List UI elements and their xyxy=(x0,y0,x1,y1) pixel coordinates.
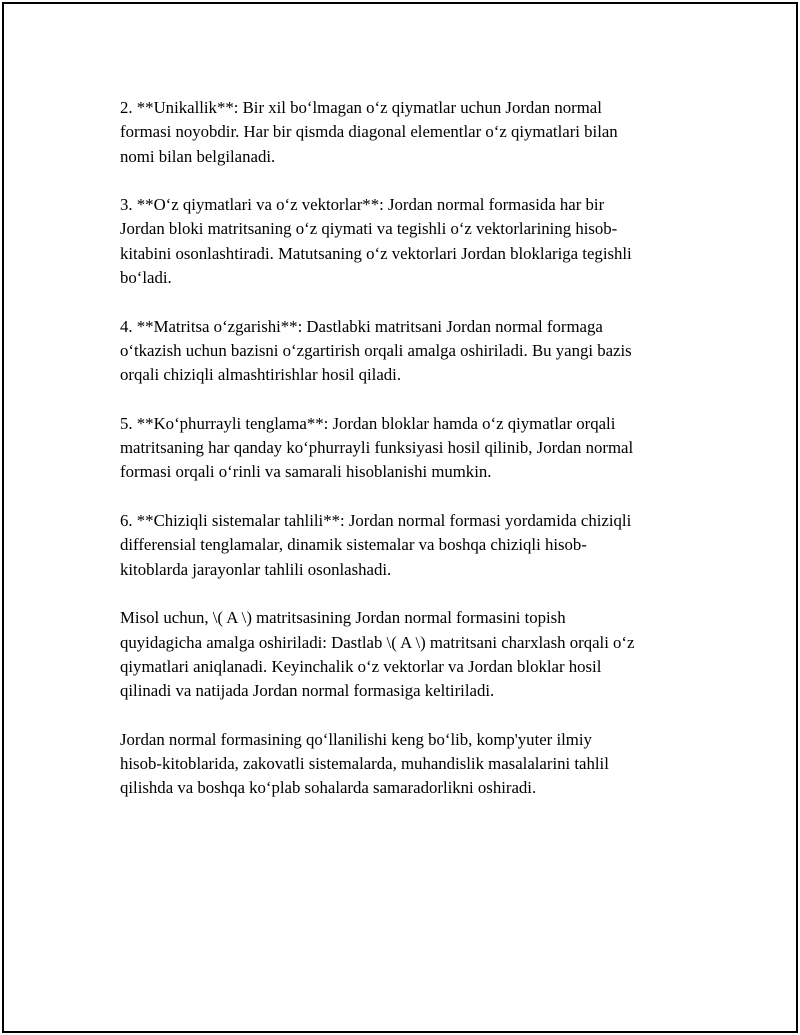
page-frame xyxy=(2,2,798,1033)
paragraph-matritsa-ozgarishi: 4. **Matritsa o‘zgarishi**: Dastlabki matritsani Jordan normal formaga o‘tkazish uchun bazisni o‘zgartirish orqali amalga oshiriladi. Bu yangi bazis orqali chiziqli almashtirishlar hosil qiladi. xyxy=(120,316,632,385)
paragraph-kophurrayli-tenglama: 5. **Ko‘phurrayli tenglama**: Jordan bloklar hamda o‘z qiymatlar orqali matritsaning har qanday ko‘phurrayli funksiyasi hosil qilinib, Jordan normal formasi orqali o‘rinli va samarali hisoblanishi mumkin. xyxy=(120,413,634,482)
paragraph-misol: Misol uchun, \( A \) matritsasining Jordan normal formasini topish quyidagicha amalga oshiriladi: Dastlab \( A \) matritsani charxlash orqali o‘z qiymatlari aniqlanadi. Keyinchalik o‘z vektorlar va Jordan bloklar hosil qilinadi va natijada Jordan normal formasiga keltiriladi. xyxy=(120,608,635,701)
paragraph-conclusion: Jordan normal formasining qo‘llanilishi keng bo‘lib, komp'yuter ilmiy hisob-kitoblarida, zakovatli sistemalarda, muhandislik masalalarini tahlil qilishda va boshqa ko‘plab sohalarda samaradorlikni oshiradi. xyxy=(120,729,609,798)
paragraph-unikallik: 2. **Unikallik**: Bir xil bo‘lmagan o‘z qiymatlar uchun Jordan normal formasi noyobdir. Har bir qismda diagonal elementlar o‘z qiymatlari bilan nomi bilan belgilanadi. xyxy=(120,98,618,166)
document-body xyxy=(120,96,700,825)
paragraph-oz-qiymatlari: 3. **O‘z qiymatlari va o‘z vektorlar**: Jordan normal formasida har bir Jordan bloki matritsaning o‘z qiymati va tegishli o‘z vektorlarining hisob- kitabini osonlashtiradi. Matutsaning o‘z vektorlari Jordan bloklariga tegishli bo‘ladi. xyxy=(120,195,632,288)
paragraph-chiziqli-sistemalar: 6. **Chiziqli sistemalar tahlili**: Jordan normal formasi yordamida chiziqli differensial tenglamalar, dinamik sistemalar va boshqa chiziqli hisob- kitoblarda jarayonlar tahlili osonlashadi. xyxy=(120,511,632,579)
